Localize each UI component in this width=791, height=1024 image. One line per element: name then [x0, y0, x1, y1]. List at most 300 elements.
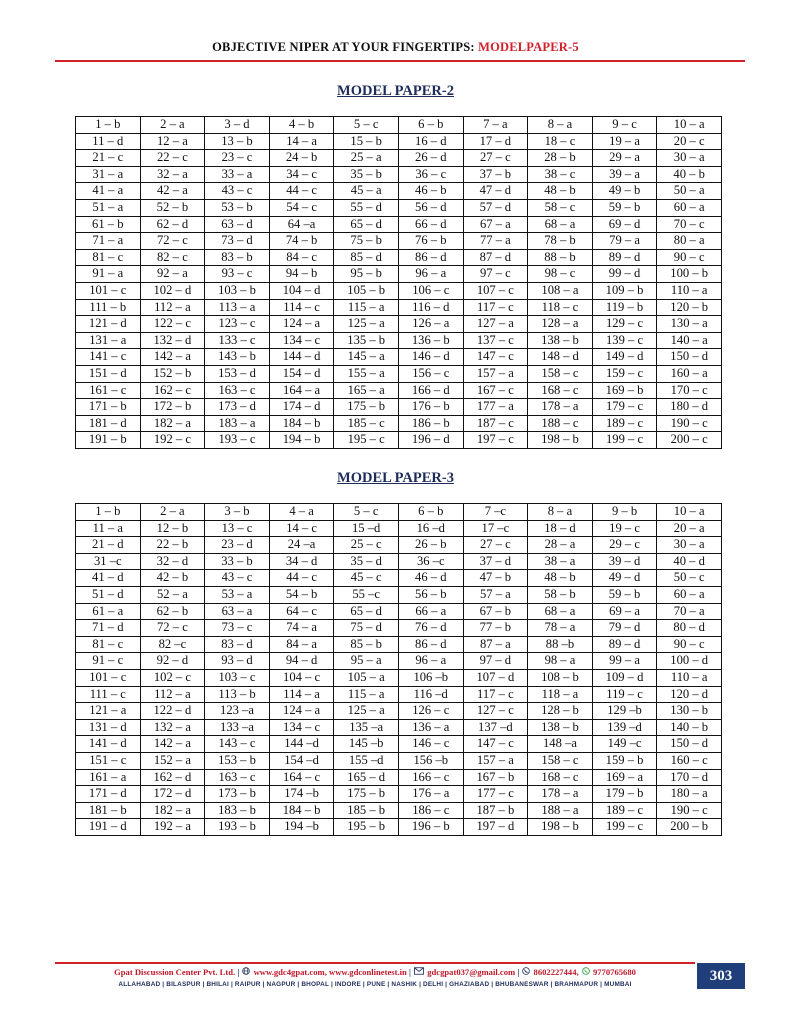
answer-cell: 184 – b: [269, 802, 334, 819]
table-row: [76, 332, 722, 349]
answer-cell: 166 – d: [398, 382, 463, 399]
answer-cell: 118 – c: [528, 299, 593, 316]
answer-cell: 175 – b: [334, 399, 399, 416]
answer-cell: 100 – d: [657, 653, 722, 670]
answer-cell: 178 – a: [528, 399, 593, 416]
answer-cell: 49 – b: [592, 183, 657, 200]
answer-cell: 116 –d: [398, 686, 463, 703]
answer-cell: 39 – d: [592, 553, 657, 570]
answer-cell: 134 – c: [269, 332, 334, 349]
answer-cell: 9 – b: [592, 504, 657, 521]
answer-cell: 160 – c: [657, 752, 722, 769]
answer-cell: 184 – b: [269, 415, 334, 432]
table-row: [76, 432, 722, 449]
answer-cell: 42 – b: [140, 570, 205, 587]
answer-cell: 179 – c: [592, 399, 657, 416]
answer-cell: 156 –b: [398, 752, 463, 769]
answer-cell: 92 – d: [140, 653, 205, 670]
answer-cell: 96 – a: [398, 653, 463, 670]
answer-cell: 175 – b: [334, 786, 399, 803]
answer-cell: 2 – a: [140, 504, 205, 521]
answer-cell: 143 – c: [205, 736, 270, 753]
answer-cell: 148 – d: [528, 349, 593, 366]
answer-cell: 41 – d: [76, 570, 141, 587]
answer-cell: 187 – b: [463, 802, 528, 819]
answer-cell: 49 – d: [592, 570, 657, 587]
answer-cell: 55 – d: [334, 199, 399, 216]
answer-cell: 50 – c: [657, 570, 722, 587]
answer-cell: 1 – b: [76, 504, 141, 521]
answer-cell: 58 – c: [528, 199, 593, 216]
answer-cell: 180 – a: [657, 786, 722, 803]
answer-cell: 30 – a: [657, 537, 722, 554]
answer-cell: 5 – c: [334, 117, 399, 134]
answer-cell: 58 – b: [528, 586, 593, 603]
answer-cell: 90 – c: [657, 636, 722, 653]
table-row: [76, 504, 722, 521]
answer-cell: 123 – c: [205, 316, 270, 333]
answer-cell: 27 – c: [463, 150, 528, 167]
answer-cell: 174 –b: [269, 786, 334, 803]
table-row: [76, 802, 722, 819]
table-row: [76, 570, 722, 587]
answer-cell: 50 – a: [657, 183, 722, 200]
answer-cell: 81 – c: [76, 636, 141, 653]
answer-cell: 88 –b: [528, 636, 593, 653]
answer-cell: 141 – c: [76, 349, 141, 366]
answer-cell: 68 – a: [528, 216, 593, 233]
answer-cell: 150 – d: [657, 736, 722, 753]
answer-cell: 193 – c: [205, 432, 270, 449]
answer-cell: 147 – c: [463, 736, 528, 753]
answer-cell: 80 – a: [657, 233, 722, 250]
answer-cell: 130 – a: [657, 316, 722, 333]
answer-cell: 61 – a: [76, 603, 141, 620]
answer-cell: 189 – c: [592, 802, 657, 819]
answer-cell: 60 – a: [657, 586, 722, 603]
answer-cell: 16 –d: [398, 520, 463, 537]
answer-cell: 112 – a: [140, 686, 205, 703]
answer-cell: 138 – b: [528, 719, 593, 736]
answer-cell: 3 – d: [205, 117, 270, 134]
answer-cell: 185 – b: [334, 802, 399, 819]
answer-cell: 135 – b: [334, 332, 399, 349]
answer-cell: 185 – c: [334, 415, 399, 432]
answer-cell: 43 – c: [205, 183, 270, 200]
whatsapp-icon: [582, 967, 590, 977]
answer-cell: 114 – c: [269, 299, 334, 316]
answer-cell: 128 – b: [528, 703, 593, 720]
answer-cell: 32 – d: [140, 553, 205, 570]
answer-cell: 44 – c: [269, 183, 334, 200]
answer-cell: 38 – a: [528, 553, 593, 570]
answer-cell: 191 – d: [76, 819, 141, 836]
answer-cell: 153 – b: [205, 752, 270, 769]
answer-cell: 176 – b: [398, 399, 463, 416]
answer-cell: 85 – d: [334, 249, 399, 266]
header-title-accent: MODELPAPER-5: [478, 40, 579, 54]
answer-cell: 19 – a: [592, 133, 657, 150]
footer-whatsapp[interactable]: 9770765680: [592, 967, 636, 977]
answer-cell: 69 – d: [592, 216, 657, 233]
answer-cell: 87 – d: [463, 249, 528, 266]
footer-email[interactable]: gdcgpat037@gmail.com: [427, 967, 516, 977]
answer-cell: 166 – c: [398, 769, 463, 786]
answer-cell: 168 – c: [528, 769, 593, 786]
table-row: [76, 653, 722, 670]
answer-cell: 105 – b: [334, 282, 399, 299]
answer-cell: 95 – b: [334, 266, 399, 283]
answer-cell: 72 – c: [140, 620, 205, 637]
answer-cell: 84 – a: [269, 636, 334, 653]
answer-cell: 181 – d: [76, 415, 141, 432]
answer-cell: 23 – d: [205, 537, 270, 554]
answer-cell: 129 –b: [592, 703, 657, 720]
answer-cell: 12 – a: [140, 133, 205, 150]
answer-cell: 25 – a: [334, 150, 399, 167]
answer-cell: 129 – c: [592, 316, 657, 333]
answer-cell: 137 – c: [463, 332, 528, 349]
answer-cell: 8 – a: [528, 504, 593, 521]
answer-cell: 132 – a: [140, 719, 205, 736]
answer-cell: 120 – d: [657, 686, 722, 703]
answer-cell: 104 – c: [269, 669, 334, 686]
answer-cell: 142 – a: [140, 349, 205, 366]
answer-cell: 93 – c: [205, 266, 270, 283]
answer-cell: 83 – d: [205, 636, 270, 653]
table-row: [76, 282, 722, 299]
answer-cell: 36 – c: [398, 166, 463, 183]
answer-cell: 164 – a: [269, 382, 334, 399]
answer-cell: 74 – a: [269, 620, 334, 637]
answer-cell: 18 – c: [528, 133, 593, 150]
answer-cell: 115 – a: [334, 299, 399, 316]
answer-cell: 33 – b: [205, 553, 270, 570]
answer-cell: 68 – a: [528, 603, 593, 620]
answer-cell: 89 – d: [592, 249, 657, 266]
answer-cell: 66 – d: [398, 216, 463, 233]
table-row: [76, 365, 722, 382]
table-row: [76, 620, 722, 637]
answer-cell: 6 – b: [398, 504, 463, 521]
answer-cell: 115 – a: [334, 686, 399, 703]
answer-cell: 155 –d: [334, 752, 399, 769]
answer-cell: 59 – b: [592, 586, 657, 603]
answer-cell: 163 – c: [205, 769, 270, 786]
answer-cell: 24 – b: [269, 150, 334, 167]
answer-cell: 131 – d: [76, 719, 141, 736]
answer-cell: 25 – c: [334, 537, 399, 554]
answer-cell: 161 – c: [76, 382, 141, 399]
answer-cell: 44 – c: [269, 570, 334, 587]
answer-cell: 144 – d: [269, 349, 334, 366]
answer-cell: 56 – b: [398, 586, 463, 603]
answer-cell: 7 – a: [463, 117, 528, 134]
table-row: [76, 686, 722, 703]
answer-cell: 146 – c: [398, 736, 463, 753]
answer-cell: 13 – b: [205, 133, 270, 150]
answer-cell: 38 – c: [528, 166, 593, 183]
answer-cell: 197 – c: [463, 432, 528, 449]
answer-cell: 21 – d: [76, 537, 141, 554]
table-row: [76, 520, 722, 537]
answer-cell: 62 – d: [140, 216, 205, 233]
answer-cell: 74 – b: [269, 233, 334, 250]
answer-cell: 65 – d: [334, 603, 399, 620]
answer-cell: 143 – b: [205, 349, 270, 366]
table-row: [76, 819, 722, 836]
footer-contact-line: Gpat Discussion Center Pvt. Ltd. | www.gdc4gpat.com, www.gdconlinetest.in | gdcgpat037@gmail.com | 8602227444, 9770765680: [114, 967, 636, 977]
answer-cell: 151 – d: [76, 365, 141, 382]
footer-cities: ALLAHABAD | BILASPUR | BHILAI | RAIPUR | NAGPUR | BHOPAL | INDORE | PUNE | NASHIK | DELHI | GHAZIABAD | BHUBANESWAR | BRAHMAPUR | MUMBAI: [118, 981, 632, 988]
answer-cell: 94 – d: [269, 653, 334, 670]
answer-cell: 164 – c: [269, 769, 334, 786]
answer-cell: 100 – b: [657, 266, 722, 283]
answer-cell: 56 – d: [398, 199, 463, 216]
answer-cell: 13 – c: [205, 520, 270, 537]
answer-cell: 97 – c: [463, 266, 528, 283]
answer-cell: 188 – a: [528, 802, 593, 819]
answer-cell: 71 – a: [76, 233, 141, 250]
answer-cell: 103 – c: [205, 669, 270, 686]
answer-cell: 198 – b: [528, 819, 593, 836]
answer-cell: 118 – a: [528, 686, 593, 703]
answer-cell: 139 –d: [592, 719, 657, 736]
table-row: [76, 216, 722, 233]
table-row: [76, 537, 722, 554]
phone-icon: [522, 967, 530, 977]
answer-cell: 51 – a: [76, 199, 141, 216]
answer-cell: 182 – a: [140, 802, 205, 819]
answer-cell: 96 – a: [398, 266, 463, 283]
answer-cell: 35 – b: [334, 166, 399, 183]
answer-cell: 179 – b: [592, 786, 657, 803]
answer-cell: 54 – b: [269, 586, 334, 603]
answer-cell: 52 – b: [140, 199, 205, 216]
answer-cell: 22 – b: [140, 537, 205, 554]
answer-cell: 101 – c: [76, 282, 141, 299]
answer-cell: 30 – a: [657, 150, 722, 167]
answer-cell: 67 – a: [463, 216, 528, 233]
answer-cell: 64 –a: [269, 216, 334, 233]
answer-cell: 128 – a: [528, 316, 593, 333]
answer-cell: 45 – c: [334, 570, 399, 587]
answer-cell: 188 – c: [528, 415, 593, 432]
table-row: [76, 603, 722, 620]
answer-cell: 194 –b: [269, 819, 334, 836]
answer-cell: 12 – b: [140, 520, 205, 537]
answer-cell: 3 – b: [205, 504, 270, 521]
answer-cell: 75 – d: [334, 620, 399, 637]
answer-cell: 99 – d: [592, 266, 657, 283]
answer-cell: 46 – d: [398, 570, 463, 587]
table-row: [76, 266, 722, 283]
answer-cell: 40 – b: [657, 166, 722, 183]
answer-cell: 132 – d: [140, 332, 205, 349]
table-row: [76, 166, 722, 183]
answer-cell: 19 – c: [592, 520, 657, 537]
answer-cell: 165 – a: [334, 382, 399, 399]
answer-cell: 20 – a: [657, 520, 722, 537]
answer-cell: 102 – d: [140, 282, 205, 299]
answer-cell: 102 – c: [140, 669, 205, 686]
answer-cell: 82 –c: [140, 636, 205, 653]
answer-cell: 124 – a: [269, 316, 334, 333]
answer-cell: 79 – a: [592, 233, 657, 250]
answer-cell: 109 – b: [592, 282, 657, 299]
answer-cell: 194 – b: [269, 432, 334, 449]
answer-cell: 190 – c: [657, 415, 722, 432]
answer-cell: 108 – b: [528, 669, 593, 686]
answer-cell: 80 – d: [657, 620, 722, 637]
answer-cell: 139 – c: [592, 332, 657, 349]
answer-cell: 26 – d: [398, 150, 463, 167]
answer-cell: 90 – c: [657, 249, 722, 266]
answer-cell: 190 – c: [657, 802, 722, 819]
answer-cell: 45 – a: [334, 183, 399, 200]
answer-cell: 195 – c: [334, 432, 399, 449]
answer-cell: 173 – d: [205, 399, 270, 416]
answer-cell: 79 – d: [592, 620, 657, 637]
answer-cell: 156 – c: [398, 365, 463, 382]
answer-cell: 82 – c: [140, 249, 205, 266]
table-row: [76, 703, 722, 720]
answer-cell: 182 – a: [140, 415, 205, 432]
answer-cell: 199 – c: [592, 819, 657, 836]
answer-cell: 27 – c: [463, 537, 528, 554]
table-row: [76, 133, 722, 150]
answer-cell: 127 – a: [463, 316, 528, 333]
model-paper-2-title: MODEL PAPER-2: [337, 83, 454, 99]
table-row: [76, 736, 722, 753]
answer-cell: 173 – b: [205, 786, 270, 803]
answer-cell: 130 – b: [657, 703, 722, 720]
answer-cell: 154 – d: [269, 365, 334, 382]
answer-cell: 196 – d: [398, 432, 463, 449]
answer-cell: 120 – b: [657, 299, 722, 316]
answer-cell: 66 – a: [398, 603, 463, 620]
answer-cell: 39 – a: [592, 166, 657, 183]
answer-cell: 138 – b: [528, 332, 593, 349]
answer-cell: 37 – d: [463, 553, 528, 570]
answer-cell: 104 – d: [269, 282, 334, 299]
answer-cell: 94 – b: [269, 266, 334, 283]
answer-cell: 83 – b: [205, 249, 270, 266]
footer-websites[interactable]: www.gdc4gpat.com, www.gdconlinetest.in: [253, 967, 407, 977]
answer-cell: 72 – c: [140, 233, 205, 250]
answer-cell: 134 – c: [269, 719, 334, 736]
answer-cell: 162 – c: [140, 382, 205, 399]
email-icon: [414, 967, 424, 977]
answer-cell: 22 – c: [140, 150, 205, 167]
table-row: [76, 586, 722, 603]
table-row: [76, 669, 722, 686]
answer-cell: 157 – a: [463, 365, 528, 382]
answer-cell: 125 – a: [334, 703, 399, 720]
answer-cell: 60 – a: [657, 199, 722, 216]
answer-cell: 37 – b: [463, 166, 528, 183]
answer-cell: 180 – d: [657, 399, 722, 416]
answer-cell: 29 – c: [592, 537, 657, 554]
answer-cell: 141 – d: [76, 736, 141, 753]
answer-cell: 31 – a: [76, 166, 141, 183]
answer-cell: 57 – a: [463, 586, 528, 603]
answer-cell: 81 – c: [76, 249, 141, 266]
page-header-title: [0, 40, 791, 55]
answer-cell: 136 – a: [398, 719, 463, 736]
answer-cell: 155 – a: [334, 365, 399, 382]
answer-cell: 77 – a: [463, 233, 528, 250]
answer-cell: 165 – d: [334, 769, 399, 786]
answer-cell: 26 – b: [398, 537, 463, 554]
answer-cell: 5 – c: [334, 504, 399, 521]
answer-cell: 178 – a: [528, 786, 593, 803]
answer-cell: 136 – b: [398, 332, 463, 349]
answer-cell: 33 – a: [205, 166, 270, 183]
table-row: [76, 415, 722, 432]
model-paper-3-title: MODEL PAPER-3: [337, 470, 454, 486]
answer-cell: 8 – a: [528, 117, 593, 134]
answer-cell: 109 – d: [592, 669, 657, 686]
answer-cell: 70 – c: [657, 216, 722, 233]
answer-cell: 97 – d: [463, 653, 528, 670]
answer-cell: 20 – c: [657, 133, 722, 150]
answer-cell: 171 – d: [76, 786, 141, 803]
answer-cell: 193 – b: [205, 819, 270, 836]
answer-cell: 171 – b: [76, 399, 141, 416]
answer-cell: 176 – a: [398, 786, 463, 803]
web-icon: [242, 967, 250, 977]
answer-cell: 181 – b: [76, 802, 141, 819]
footer-rule: [55, 962, 695, 964]
answer-cell: 117 – c: [463, 686, 528, 703]
answer-cell: 113 – a: [205, 299, 270, 316]
answer-cell: 167 – c: [463, 382, 528, 399]
answer-cell: 76 – b: [398, 233, 463, 250]
answer-cell: 48 – b: [528, 183, 593, 200]
answer-cell: 103 – b: [205, 282, 270, 299]
footer-phone[interactable]: 8602227444,: [533, 967, 579, 977]
answer-cell: 168 – c: [528, 382, 593, 399]
answer-cell: 73 – c: [205, 620, 270, 637]
answer-cell: 159 – c: [592, 365, 657, 382]
answer-cell: 21 – c: [76, 150, 141, 167]
answer-cell: 147 – c: [463, 349, 528, 366]
answer-cell: 87 – a: [463, 636, 528, 653]
answer-cell: 57 – d: [463, 199, 528, 216]
answer-cell: 2 – a: [140, 117, 205, 134]
answer-cell: 17 –c: [463, 520, 528, 537]
answer-cell: 4 – b: [269, 117, 334, 134]
answer-cell: 154 –d: [269, 752, 334, 769]
answer-cell: 92 – a: [140, 266, 205, 283]
answer-cell: 106 –b: [398, 669, 463, 686]
answer-cell: 160 – a: [657, 365, 722, 382]
answer-cell: 149 –c: [592, 736, 657, 753]
answer-cell: 10 – a: [657, 117, 722, 134]
answer-cell: 43 – c: [205, 570, 270, 587]
model-paper-2-answer-table: [75, 116, 722, 449]
answer-cell: 183 – b: [205, 802, 270, 819]
answer-cell: 95 – a: [334, 653, 399, 670]
answer-cell: 53 – b: [205, 199, 270, 216]
answer-cell: 196 – b: [398, 819, 463, 836]
answer-cell: 114 – a: [269, 686, 334, 703]
answer-cell: 4 – a: [269, 504, 334, 521]
answer-cell: 133 – c: [205, 332, 270, 349]
answer-cell: 88 – b: [528, 249, 593, 266]
table-row: [76, 233, 722, 250]
